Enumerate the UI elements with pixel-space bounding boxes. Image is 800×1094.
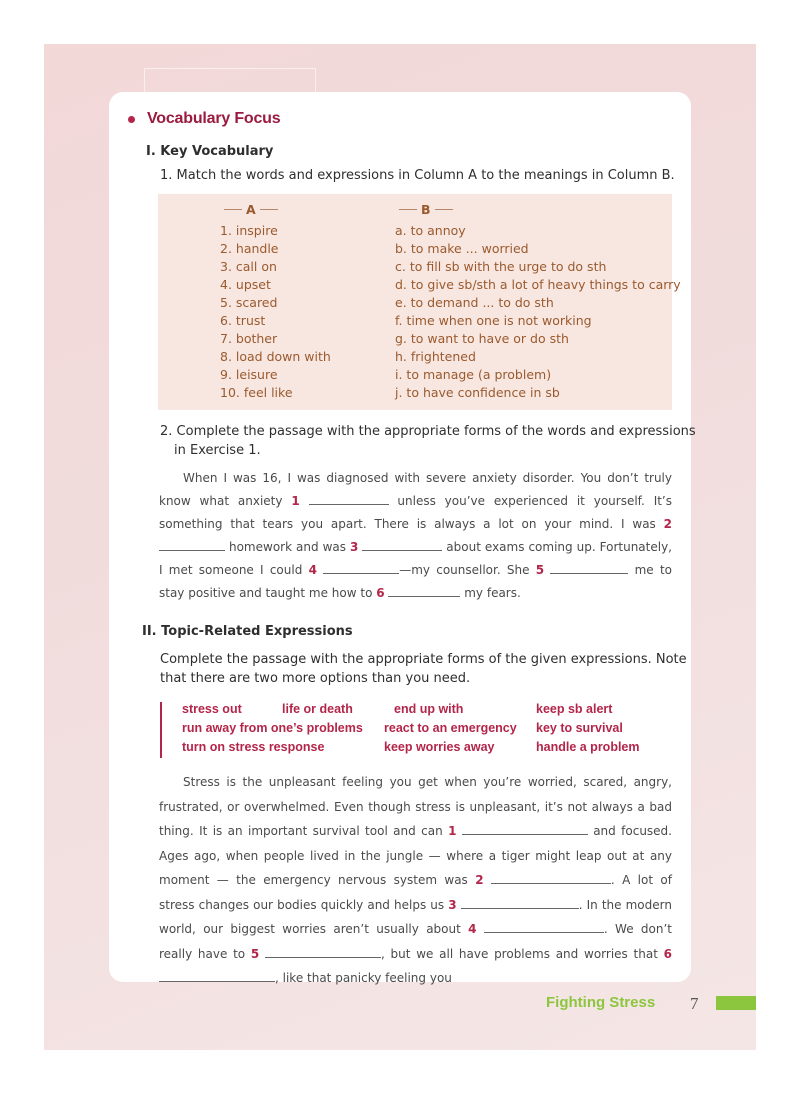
expression-option: react to an emergency bbox=[384, 721, 517, 735]
blank-number: 6 bbox=[663, 946, 672, 961]
blank-number: 3 bbox=[349, 540, 359, 554]
answer-blank[interactable] bbox=[323, 562, 399, 574]
page-number: 7 bbox=[690, 994, 699, 1013]
column-b-label: B bbox=[421, 201, 431, 217]
expression-option: stress out bbox=[182, 702, 242, 716]
footer-accent-bar bbox=[716, 996, 756, 1010]
passage-2 bbox=[159, 770, 672, 991]
blank-number: 4 bbox=[468, 922, 477, 936]
column-a-item: 9. leisure bbox=[220, 367, 278, 382]
column-b bbox=[395, 200, 681, 402]
expression-option: keep sb alert bbox=[536, 702, 613, 716]
section-header bbox=[128, 110, 280, 128]
passage-text: . We don’t really have to bbox=[159, 922, 672, 961]
answer-blank[interactable] bbox=[159, 539, 225, 551]
topic-instruction-line2: that there are two more options than you need. bbox=[160, 671, 471, 686]
passage-text: , but we all have problems and worries that bbox=[380, 946, 664, 961]
passage-text: me to stay positive and taught me how to bbox=[159, 563, 672, 600]
passage-text: and focused. Ages ago, when people lived in the jungle — where a tiger might leap out at any moment — the emergency nervous system was bbox=[159, 824, 672, 887]
column-b-item: e. to demand ... to do sth bbox=[395, 295, 554, 310]
expression-option: end up with bbox=[394, 702, 464, 716]
column-a-item: 5. scared bbox=[220, 295, 278, 310]
key-vocabulary-heading: I. Key Vocabulary bbox=[146, 144, 274, 159]
passage-text: Stress is the unpleasant feeling you get when you’re worried, scared, angry, frustrated, or overwhelmed. Even though stress is unpleasant, it’s not always a bad thing. It is an important survival tool and can bbox=[159, 775, 672, 838]
passage-text: . In the modern world, our biggest worries aren’t usually about bbox=[159, 897, 672, 936]
blank-number: 4 bbox=[308, 563, 317, 577]
column-a bbox=[220, 200, 331, 402]
exercise1-instruction: 1. Match the words and expressions in Column A to the meanings in Column B. bbox=[160, 168, 675, 183]
bullet-icon bbox=[128, 116, 135, 123]
answer-blank[interactable] bbox=[388, 585, 460, 597]
answer-blank[interactable] bbox=[491, 872, 611, 884]
passage-text: . A lot of stress changes our bodies quickly and helps us bbox=[159, 873, 672, 912]
column-a-item: 2. handle bbox=[220, 241, 279, 256]
section-title: Vocabulary Focus bbox=[147, 110, 281, 127]
passage-text: When I was 16, I was diagnosed with severe anxiety disorder. You don’t truly know what anxiety bbox=[159, 471, 672, 508]
footer-unit-title: Fighting Stress bbox=[546, 994, 656, 1011]
column-b-item: i. to manage (a problem) bbox=[395, 367, 552, 382]
column-a-item: 10. feel like bbox=[220, 385, 293, 400]
expression-option: life or death bbox=[282, 702, 353, 716]
blank-number: 1 bbox=[448, 824, 457, 838]
column-b-item: c. to fill sb with the urge to do sth bbox=[395, 259, 607, 274]
blank-number: 5 bbox=[250, 946, 260, 961]
passage-text: about exams coming up. Fortunately, I met someone I could bbox=[159, 540, 673, 577]
column-a-item: 1. inspire bbox=[220, 223, 278, 238]
answer-blank[interactable] bbox=[362, 539, 442, 551]
blank-number: 5 bbox=[535, 563, 545, 577]
answer-blank[interactable] bbox=[461, 897, 579, 909]
passage-text: , like that panicky feeling you bbox=[275, 971, 452, 985]
answer-blank[interactable] bbox=[550, 562, 628, 574]
column-b-item: g. to want to have or do sth bbox=[395, 331, 569, 346]
expression-option: keep worries away bbox=[384, 740, 495, 754]
column-a-item: 3. call on bbox=[220, 259, 277, 274]
matching-box bbox=[158, 194, 681, 410]
passage-1 bbox=[159, 467, 672, 605]
column-b-item: a. to annoy bbox=[395, 223, 466, 238]
exercise2-instruction-line1: 2. Complete the passage with the appropriate forms of the words and expressions bbox=[160, 424, 696, 439]
passage-text: my fears. bbox=[460, 586, 521, 600]
expressions-box bbox=[160, 702, 680, 758]
answer-blank[interactable] bbox=[265, 946, 381, 958]
answer-blank[interactable] bbox=[309, 493, 389, 505]
blank-number: 1 bbox=[291, 494, 300, 508]
column-a-item: 8. load down with bbox=[220, 349, 331, 364]
column-b-header bbox=[395, 200, 681, 218]
expression-option: run away from one’s problems bbox=[182, 721, 363, 735]
column-b-item: b. to make ... worried bbox=[395, 241, 529, 256]
passage-text: homework and was bbox=[225, 540, 350, 554]
column-b-item: j. to have confidence in sb bbox=[395, 385, 560, 400]
expression-option: key to survival bbox=[536, 721, 623, 735]
column-b-item: h. frightened bbox=[395, 349, 476, 364]
column-b-item: d. to give sb/sth a lot of heavy things to carry bbox=[395, 277, 681, 292]
blank-number: 2 bbox=[663, 517, 672, 531]
answer-blank[interactable] bbox=[462, 823, 588, 835]
blank-number: 3 bbox=[448, 897, 457, 912]
column-a-label: A bbox=[246, 201, 256, 217]
column-a-header bbox=[220, 200, 331, 218]
answer-blank[interactable] bbox=[159, 970, 275, 982]
column-a-item: 6. trust bbox=[220, 313, 266, 328]
topic-instruction-line1: Complete the passage with the appropriate forms of the given expressions. Note bbox=[160, 652, 687, 667]
passage-text: unless you’ve experienced it yourself. It’s something that tears you apart. There is always a lot on your mind. I was bbox=[159, 494, 673, 531]
column-b-item: f. time when one is not working bbox=[395, 313, 592, 328]
exercise2-instruction-line2: in Exercise 1. bbox=[174, 443, 261, 458]
blank-number: 2 bbox=[475, 873, 484, 887]
column-a-item: 4. upset bbox=[220, 277, 271, 292]
answer-blank[interactable] bbox=[484, 921, 604, 933]
expression-option: handle a problem bbox=[536, 740, 640, 754]
column-a-item: 7. bother bbox=[220, 331, 278, 346]
blank-number: 6 bbox=[376, 586, 385, 600]
expression-option: turn on stress response bbox=[182, 740, 325, 754]
passage-text: —my counsellor. She bbox=[399, 563, 536, 577]
topic-expressions-heading: II. Topic-Related Expressions bbox=[142, 624, 353, 639]
